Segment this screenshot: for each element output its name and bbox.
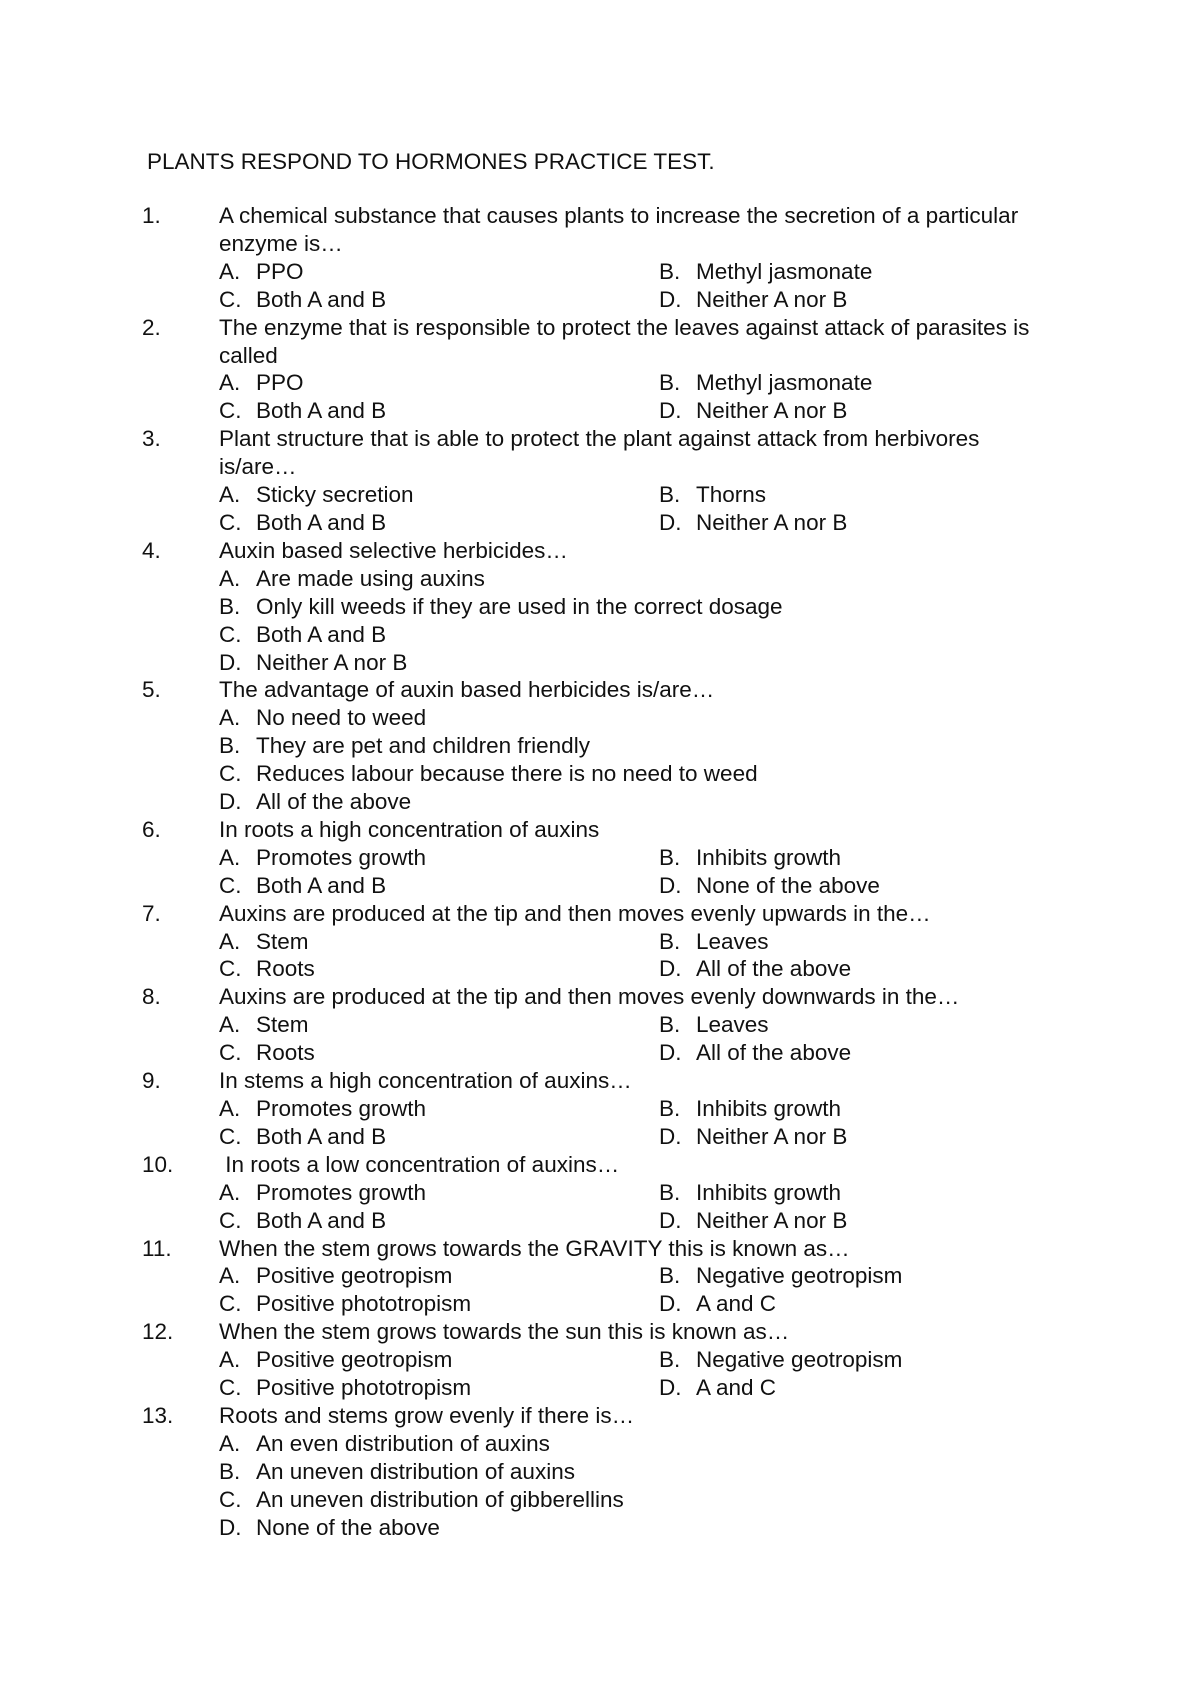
question-8 xyxy=(142,983,1062,1067)
answer-options xyxy=(219,369,1062,425)
question-13 xyxy=(142,1402,1062,1542)
option-text: Both A and B xyxy=(256,509,387,535)
answer-options xyxy=(219,565,1062,677)
option-letter: D. xyxy=(219,649,242,675)
option-text: PPO xyxy=(256,258,304,284)
option-text: Positive phototropism xyxy=(256,1375,472,1401)
option-letter: C. xyxy=(219,956,242,982)
answer-option xyxy=(659,481,1099,509)
question-stem xyxy=(142,983,1062,1011)
option-text: They are pet and children friendly xyxy=(256,733,590,759)
question-number: 13. xyxy=(142,1402,174,1428)
answer-option xyxy=(219,1486,1062,1514)
answer-option xyxy=(659,844,1099,872)
question-text: The enzyme that is responsible to protect the leaves against attack of parasites is called xyxy=(219,314,1036,368)
question-text: Auxins are produced at the tip and then moves evenly downwards in the… xyxy=(219,984,960,1010)
answer-option xyxy=(219,928,659,956)
answer-option xyxy=(659,955,1099,983)
answer-options xyxy=(219,1346,1062,1402)
answer-option xyxy=(219,593,1062,621)
option-letter: C. xyxy=(219,1291,242,1317)
answer-option xyxy=(659,1011,1099,1039)
question-9 xyxy=(142,1067,1062,1151)
option-letter: D. xyxy=(659,1291,682,1317)
answer-option xyxy=(659,872,1099,900)
option-letter: D. xyxy=(659,1123,682,1149)
option-text: Stem xyxy=(256,1012,309,1038)
question-stem xyxy=(142,900,1062,928)
answer-option xyxy=(219,955,659,983)
answer-option xyxy=(219,788,1062,816)
option-letter: B. xyxy=(659,928,681,954)
option-text: A and C xyxy=(696,1291,777,1317)
option-text: Thorns xyxy=(696,482,767,508)
question-text: When the stem grows towards the GRAVITY this is known as… xyxy=(219,1235,850,1261)
answer-option xyxy=(659,1179,1099,1207)
option-letter: A. xyxy=(219,1096,241,1121)
answer-option xyxy=(219,286,659,314)
option-text: An uneven distribution of gibberellins xyxy=(256,1486,624,1512)
question-number: 9. xyxy=(142,1068,161,1094)
option-letter: D. xyxy=(659,509,682,535)
option-letter: D. xyxy=(219,1514,242,1540)
answer-option xyxy=(219,258,659,286)
answer-options xyxy=(219,928,1062,984)
option-text: Both A and B xyxy=(256,1123,387,1149)
answer-option xyxy=(219,760,1062,788)
answer-option xyxy=(219,1011,659,1039)
option-letter: D. xyxy=(659,1207,682,1233)
option-text: Both A and B xyxy=(256,621,387,647)
answer-option xyxy=(219,1179,659,1207)
question-stem xyxy=(142,1151,1062,1179)
option-text: An uneven distribution of auxins xyxy=(256,1458,575,1484)
answer-option xyxy=(659,1262,1099,1290)
option-letter: A. xyxy=(219,928,241,954)
question-text: Roots and stems grow evenly if there is… xyxy=(219,1402,635,1428)
answer-option xyxy=(659,1039,1099,1067)
option-text: Both A and B xyxy=(256,286,387,312)
question-stem xyxy=(142,537,1062,565)
answer-options xyxy=(219,1011,1062,1067)
option-text: Neither A nor B xyxy=(696,398,848,424)
option-text: All of the above xyxy=(696,956,852,982)
question-10 xyxy=(142,1151,1062,1235)
answer-options xyxy=(219,258,1062,314)
answer-option xyxy=(219,1514,1062,1542)
question-number: 7. xyxy=(142,900,161,926)
option-text: Roots xyxy=(256,956,315,982)
answer-option xyxy=(219,1095,659,1123)
question-6 xyxy=(142,816,1062,900)
option-text: Promotes growth xyxy=(256,844,427,870)
option-letter: B. xyxy=(219,1458,241,1484)
option-text: Inhibits growth xyxy=(696,1096,842,1121)
option-text: Neither A nor B xyxy=(696,286,848,312)
answer-option xyxy=(659,1123,1099,1151)
option-letter: A. xyxy=(219,565,241,591)
question-number: 6. xyxy=(142,816,161,842)
answer-option xyxy=(219,565,1062,593)
option-text: Negative geotropism xyxy=(696,1263,903,1289)
option-letter: D. xyxy=(659,398,682,424)
question-1 xyxy=(142,202,1062,314)
question-text: The advantage of auxin based herbicides is/are… xyxy=(219,677,715,703)
option-letter: B. xyxy=(659,1179,681,1205)
answer-option xyxy=(659,369,1099,397)
option-letter: C. xyxy=(219,1207,242,1233)
option-text: Both A and B xyxy=(256,872,387,898)
option-letter: D. xyxy=(659,1375,682,1401)
question-12 xyxy=(142,1318,1062,1402)
option-letter: D. xyxy=(659,286,682,312)
option-letter: C. xyxy=(219,621,242,647)
question-stem xyxy=(142,1402,1062,1430)
question-text: Auxin based selective herbicides… xyxy=(219,537,568,563)
option-letter: C. xyxy=(219,398,242,424)
question-text: A chemical substance that causes plants to increase the secretion of a particular enzyme is… xyxy=(219,203,1025,256)
question-3 xyxy=(142,425,1062,537)
option-letter: B. xyxy=(659,1263,681,1289)
option-text: None of the above xyxy=(696,872,880,898)
option-letter: C. xyxy=(219,872,242,898)
option-text: Positive geotropism xyxy=(256,1347,453,1373)
option-letter: A. xyxy=(219,1430,241,1456)
option-text: Leaves xyxy=(696,1012,769,1038)
answer-options xyxy=(219,1430,1062,1542)
option-letter: A. xyxy=(219,1012,241,1038)
answer-option xyxy=(659,1207,1099,1235)
option-text: Methyl jasmonate xyxy=(696,370,873,396)
option-letter: D. xyxy=(659,1040,682,1066)
question-number: 4. xyxy=(142,537,161,563)
answer-option xyxy=(219,1346,659,1374)
question-text: Auxins are produced at the tip and then moves evenly upwards in the… xyxy=(219,900,931,926)
answer-option xyxy=(659,1290,1099,1318)
answer-option xyxy=(659,258,1099,286)
question-number: 5. xyxy=(142,677,161,703)
option-text: Inhibits growth xyxy=(696,1179,842,1205)
question-2 xyxy=(142,314,1062,426)
option-text: Negative geotropism xyxy=(696,1347,903,1373)
option-text: All of the above xyxy=(256,789,412,815)
answer-option xyxy=(659,928,1099,956)
question-text: In stems a high concentration of auxins… xyxy=(219,1068,632,1094)
option-letter: A. xyxy=(219,1347,241,1373)
option-letter: B. xyxy=(659,370,681,396)
option-text: PPO xyxy=(256,370,304,396)
question-stem xyxy=(142,1235,1062,1263)
answer-option xyxy=(219,509,659,537)
answer-option xyxy=(659,286,1099,314)
option-letter: C. xyxy=(219,1040,242,1066)
question-stem xyxy=(142,425,1062,481)
option-text: Only kill weeds if they are used in the correct dosage xyxy=(256,593,783,619)
answer-option xyxy=(219,872,659,900)
answer-option xyxy=(219,1458,1062,1486)
answer-option xyxy=(659,1374,1099,1402)
option-text: Methyl jasmonate xyxy=(696,258,873,284)
option-text: A and C xyxy=(696,1375,777,1401)
question-number: 1. xyxy=(142,203,161,228)
question-number: 3. xyxy=(142,426,161,452)
option-text: Stem xyxy=(256,928,309,954)
question-list xyxy=(142,202,1062,1542)
option-text: Positive phototropism xyxy=(256,1291,472,1317)
page-title: PLANTS RESPOND TO HORMONES PRACTICE TEST. xyxy=(147,149,715,174)
question-text: Plant structure that is able to protect the plant against attack from herbivores is/are… xyxy=(219,426,986,480)
option-letter: C. xyxy=(219,1375,242,1401)
option-text: Promotes growth xyxy=(256,1096,427,1121)
answer-option xyxy=(659,1095,1099,1123)
option-letter: B. xyxy=(659,1096,681,1121)
option-letter: A. xyxy=(219,844,241,870)
option-letter: A. xyxy=(219,370,241,396)
answer-option xyxy=(219,1374,659,1402)
answer-options xyxy=(219,481,1062,537)
answer-option xyxy=(219,1207,659,1235)
answer-options xyxy=(219,1179,1062,1235)
question-number: 2. xyxy=(142,314,161,340)
option-text: Sticky secretion xyxy=(256,482,414,508)
question-text: In roots a low concentration of auxins… xyxy=(219,1151,620,1177)
answer-options xyxy=(219,704,1062,816)
option-letter: A. xyxy=(219,1263,241,1289)
option-letter: D. xyxy=(219,789,242,815)
option-text: Both A and B xyxy=(256,398,387,424)
question-text: When the stem grows towards the sun this is known as… xyxy=(219,1319,790,1345)
answer-option xyxy=(219,1430,1062,1458)
answer-option xyxy=(219,621,1062,649)
option-text: No need to weed xyxy=(256,705,427,731)
option-text: Are made using auxins xyxy=(256,565,485,591)
option-text: None of the above xyxy=(256,1514,440,1540)
question-7 xyxy=(142,900,1062,984)
option-letter: A. xyxy=(219,1179,241,1205)
option-letter: C. xyxy=(219,761,242,787)
option-letter: B. xyxy=(659,1347,681,1373)
option-letter: D. xyxy=(659,956,682,982)
answer-options xyxy=(219,844,1062,900)
question-number: 8. xyxy=(142,984,161,1010)
question-stem xyxy=(142,1067,1062,1095)
answer-option xyxy=(219,397,659,425)
question-11 xyxy=(142,1235,1062,1319)
option-letter: D. xyxy=(659,872,682,898)
option-text: Inhibits growth xyxy=(696,844,842,870)
answer-option xyxy=(219,1290,659,1318)
question-stem xyxy=(142,676,1062,704)
option-letter: B. xyxy=(659,844,681,870)
question-4 xyxy=(142,537,1062,677)
question-stem xyxy=(142,314,1062,370)
option-letter: C. xyxy=(219,1486,242,1512)
answer-option xyxy=(219,1123,659,1151)
option-text: Neither A nor B xyxy=(696,1123,848,1149)
answer-option xyxy=(219,732,1062,760)
option-letter: A. xyxy=(219,258,241,284)
answer-options xyxy=(219,1262,1062,1318)
question-stem xyxy=(142,816,1062,844)
answer-option xyxy=(219,369,659,397)
option-text: An even distribution of auxins xyxy=(256,1430,550,1456)
question-stem xyxy=(142,202,1062,258)
option-letter: A. xyxy=(219,482,241,508)
answer-option xyxy=(659,1346,1099,1374)
option-text: Neither A nor B xyxy=(696,509,848,535)
question-5 xyxy=(142,676,1062,816)
question-text: In roots a high concentration of auxins xyxy=(219,816,600,842)
option-text: Neither A nor B xyxy=(696,1207,848,1233)
answer-option xyxy=(219,704,1062,732)
option-letter: B. xyxy=(659,482,681,508)
option-text: Promotes growth xyxy=(256,1179,427,1205)
option-letter: B. xyxy=(659,1012,681,1038)
option-text: Positive geotropism xyxy=(256,1263,453,1289)
answer-option xyxy=(659,397,1099,425)
option-letter: A. xyxy=(219,705,241,731)
option-text: Roots xyxy=(256,1040,315,1066)
question-stem xyxy=(142,1318,1062,1346)
option-letter: C. xyxy=(219,509,242,535)
answer-option xyxy=(219,649,1062,677)
option-letter: B. xyxy=(219,593,241,619)
answer-option xyxy=(219,1262,659,1290)
answer-option xyxy=(219,844,659,872)
option-letter: C. xyxy=(219,286,242,312)
option-text: Reduces labour because there is no need to weed xyxy=(256,761,758,787)
option-letter: B. xyxy=(659,258,681,284)
option-text: Both A and B xyxy=(256,1207,387,1233)
question-number: 10. xyxy=(142,1151,174,1177)
answer-option xyxy=(219,1039,659,1067)
answer-option xyxy=(659,509,1099,537)
question-number: 12. xyxy=(142,1319,174,1345)
option-text: Neither A nor B xyxy=(256,649,408,675)
option-text: All of the above xyxy=(696,1040,852,1066)
question-number: 11. xyxy=(142,1235,172,1261)
option-letter: C. xyxy=(219,1123,242,1149)
option-text: Leaves xyxy=(696,928,769,954)
option-letter: B. xyxy=(219,733,241,759)
answer-option xyxy=(219,481,659,509)
answer-options xyxy=(219,1095,1062,1151)
